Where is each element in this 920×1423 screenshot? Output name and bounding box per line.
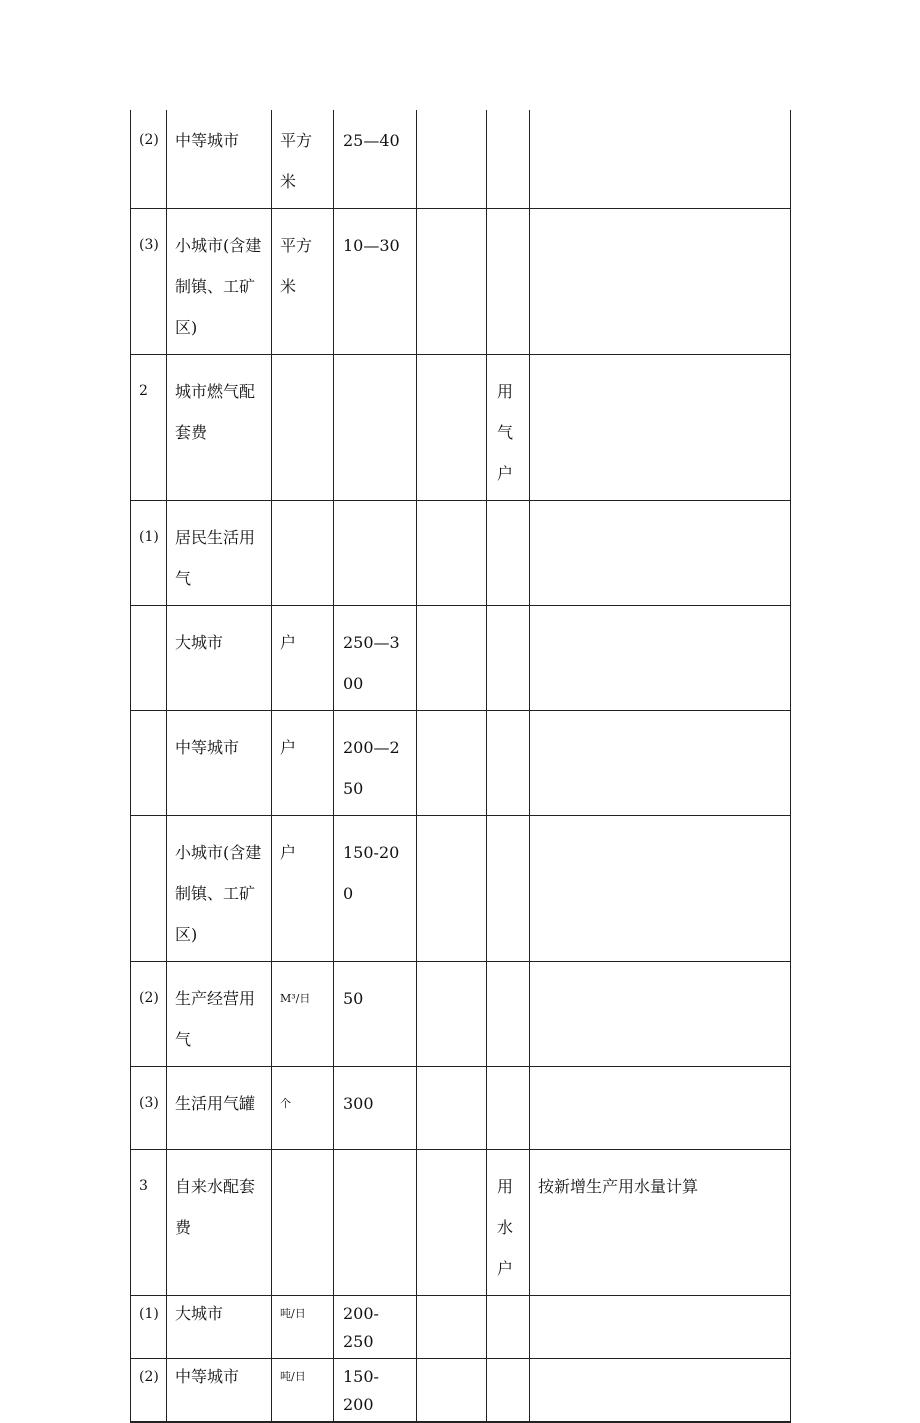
- standard-value: [334, 355, 416, 377]
- remark: [530, 816, 790, 838]
- table-row: [131, 1150, 791, 1296]
- item-name: 自来水配套费: [175, 1177, 256, 1237]
- standard-value: 150-200: [343, 843, 400, 903]
- item-name: 小城市(含建制镇、工矿区): [175, 236, 262, 337]
- item-name: 小城市(含建制镇、工矿区): [175, 843, 262, 944]
- unit: [272, 501, 323, 523]
- charge-basis: [487, 501, 521, 523]
- charge-basis: [487, 1296, 521, 1302]
- blank-cell: [417, 1359, 486, 1365]
- item-name: 大城市: [175, 1304, 224, 1323]
- unit: 平方米: [280, 131, 313, 191]
- standard-value: 250—300: [343, 633, 400, 693]
- fee-table: [130, 110, 791, 1423]
- charge-basis: [487, 711, 521, 733]
- blank-cell: [417, 209, 486, 231]
- standard-value: 150-200: [343, 1367, 379, 1414]
- charge-basis: [487, 209, 521, 231]
- remark: [530, 1359, 790, 1365]
- remark: [530, 1296, 790, 1302]
- unit: 个: [280, 1097, 291, 1110]
- blank-cell: [417, 1150, 486, 1172]
- row-number: [131, 711, 166, 733]
- remark: [530, 962, 790, 984]
- item-name: 大城市: [175, 633, 224, 652]
- blank-cell: [417, 816, 486, 838]
- table-row: [131, 962, 791, 1067]
- row-number: (1): [139, 529, 159, 545]
- charge-basis: [487, 1067, 521, 1089]
- charge-basis: 用气户: [497, 382, 514, 483]
- remark: [530, 209, 790, 231]
- row-number: (2): [139, 990, 159, 1006]
- item-name: 生产经营用气: [175, 989, 256, 1049]
- table-row: [131, 355, 791, 501]
- remark: 按新增生产用水量计算: [538, 1177, 699, 1196]
- row-number: (2): [139, 132, 159, 148]
- row-number: 2: [139, 383, 148, 399]
- blank-cell: [417, 110, 486, 126]
- standard-value: [334, 1150, 416, 1172]
- row-number: (3): [139, 1095, 159, 1111]
- item-name: 城市燃气配套费: [175, 382, 256, 442]
- standard-value: 10—30: [343, 236, 400, 255]
- remark: [530, 606, 790, 628]
- row-number: [131, 816, 166, 838]
- blank-cell: [417, 501, 486, 523]
- charge-basis: 用水户: [497, 1177, 514, 1278]
- unit: [272, 355, 323, 377]
- blank-cell: [417, 962, 486, 984]
- item-name: 生活用气罐: [175, 1094, 256, 1113]
- remark: [530, 711, 790, 733]
- unit: M³/日: [280, 992, 311, 1005]
- table-row: [131, 501, 791, 606]
- row-number: (1): [139, 1306, 159, 1322]
- charge-basis: [487, 1359, 521, 1365]
- blank-cell: [417, 606, 486, 628]
- row-number: 3: [139, 1178, 148, 1194]
- row-number: (2): [139, 1369, 159, 1385]
- unit: 平方米: [280, 236, 313, 296]
- blank-cell: [417, 355, 486, 377]
- table-row: [131, 209, 791, 355]
- unit: 吨/日: [280, 1370, 306, 1383]
- table-row: [131, 1359, 791, 1423]
- item-name: 中等城市: [175, 738, 240, 757]
- standard-value: 300: [343, 1094, 374, 1113]
- standard-value: [334, 501, 416, 523]
- row-number: [131, 606, 166, 628]
- remark: [530, 501, 790, 523]
- unit: 户: [280, 738, 297, 757]
- charge-basis: [487, 110, 521, 126]
- charge-basis: [487, 606, 521, 628]
- unit: 户: [280, 633, 297, 652]
- table-row: [131, 110, 791, 209]
- standard-value: 200-250: [343, 1304, 379, 1351]
- remark: [530, 1067, 790, 1089]
- blank-cell: [417, 711, 486, 733]
- standard-value: 50: [343, 989, 364, 1008]
- table-row: [131, 1296, 791, 1359]
- charge-basis: [487, 816, 521, 838]
- row-number: (3): [139, 237, 159, 253]
- item-name: 居民生活用气: [175, 528, 256, 588]
- table-row: [131, 606, 791, 711]
- unit: [272, 1150, 323, 1172]
- standard-value: 25—40: [343, 131, 400, 150]
- table-row: [131, 711, 791, 816]
- charge-basis: [487, 962, 521, 984]
- table-row: [131, 816, 791, 962]
- remark: [530, 355, 790, 377]
- blank-cell: [417, 1296, 486, 1302]
- remark: [530, 110, 790, 126]
- blank-cell: [417, 1067, 486, 1089]
- table-row: [131, 1067, 791, 1150]
- unit: 吨/日: [280, 1307, 306, 1320]
- standard-value: 200—250: [343, 738, 400, 798]
- unit: 户: [280, 843, 297, 862]
- item-name: 中等城市: [175, 1367, 240, 1386]
- item-name: 中等城市: [175, 131, 240, 150]
